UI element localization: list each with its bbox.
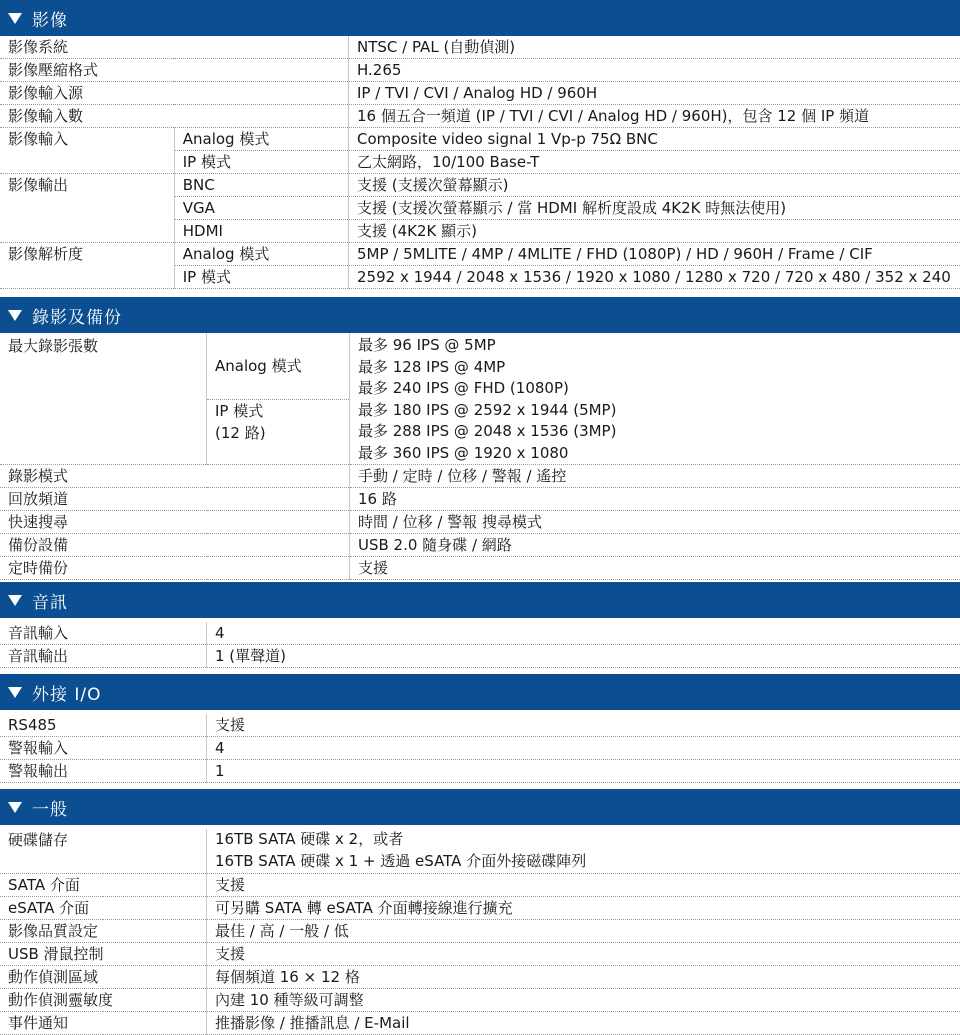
row-label: 事件通知	[0, 1012, 207, 1035]
row-value: IP / TVI / CVI / Analog HD / 960H	[349, 82, 960, 105]
rate-line: 最多 180 IPS @ 2592 x 1944 (5MP)	[358, 400, 960, 422]
row-label: RS485	[0, 714, 207, 737]
row-label: 備份設備	[0, 534, 350, 557]
table-row	[0, 488, 960, 511]
row-label: USB 滑鼠控制	[0, 943, 207, 966]
row-value: Composite video signal 1 Vp-p 75Ω BNC	[349, 128, 960, 151]
section-title: 外接 I/O	[32, 680, 102, 705]
row-label: 警報輸入	[0, 737, 207, 760]
row-value: H.265	[349, 59, 960, 82]
row-label: 影像解析度	[0, 243, 174, 289]
row-label: 動作偵測區域	[0, 966, 207, 989]
row-value-lines	[350, 400, 960, 465]
row-value: 最佳 / 高 / 一般 / 低	[207, 920, 960, 943]
triangle-down-icon	[8, 595, 22, 606]
table-row	[0, 174, 960, 197]
video-spec-table	[0, 36, 960, 289]
table-row	[0, 622, 960, 645]
triangle-down-icon	[8, 13, 22, 24]
section-header-recording	[0, 297, 960, 333]
row-value-lines	[350, 333, 960, 400]
row-label: 回放頻道	[0, 488, 350, 511]
table-row	[0, 920, 960, 943]
row-value: 1	[207, 760, 960, 783]
row-label: 定時備份	[0, 557, 350, 580]
row-sublabel: Analog 模式	[207, 333, 350, 400]
section-title: 一般	[32, 795, 68, 820]
triangle-down-icon	[8, 687, 22, 698]
table-row	[0, 966, 960, 989]
row-value: 16 個五合一頻道 (IP / TVI / CVI / Analog HD / 960H)，包含 12 個 IP 頻道	[349, 105, 960, 128]
row-sublabel: Analog 模式	[174, 243, 348, 266]
table-row	[0, 897, 960, 920]
triangle-down-icon	[8, 802, 22, 813]
hdd-line: 16TB SATA 硬碟 x 2，或者	[215, 829, 960, 851]
row-label: 影像輸入	[0, 128, 174, 174]
row-value: 手動 / 定時 / 位移 / 警報 / 遙控	[350, 465, 960, 488]
table-row	[0, 829, 960, 874]
table-row	[0, 534, 960, 557]
ip-mode-count: (12 路)	[215, 422, 349, 444]
row-value: 支援 (4K2K 顯示)	[349, 220, 960, 243]
section-title: 音訊	[32, 588, 68, 613]
row-sublabel: Analog 模式	[174, 128, 348, 151]
row-value: 可另購 SATA 轉 eSATA 介面轉接線進行擴充	[207, 897, 960, 920]
row-value: 4	[207, 737, 960, 760]
table-row	[0, 105, 960, 128]
row-label: 硬碟儲存	[0, 829, 207, 874]
row-label: SATA 介面	[0, 874, 207, 897]
row-label: 音訊輸入	[0, 622, 207, 645]
row-value: 16 路	[350, 488, 960, 511]
rate-line: 最多 240 IPS @ FHD (1080P)	[358, 378, 960, 400]
table-row	[0, 714, 960, 737]
row-value: 4	[207, 622, 960, 645]
row-sublabel: VGA	[174, 197, 348, 220]
table-row	[0, 943, 960, 966]
row-value: 支援 (支援次螢幕顯示)	[349, 174, 960, 197]
table-row	[0, 989, 960, 1012]
row-label: 音訊輸出	[0, 645, 207, 668]
section-header-io	[0, 674, 960, 710]
rate-line: 最多 288 IPS @ 2048 x 1536 (3MP)	[358, 421, 960, 443]
row-value: 支援 (支援次螢幕顯示 / 當 HDMI 解析度設成 4K2K 時無法使用)	[349, 197, 960, 220]
row-value: 支援	[207, 874, 960, 897]
rate-line: 最多 360 IPS @ 1920 x 1080	[358, 443, 960, 465]
row-sublabel: IP 模式	[174, 151, 348, 174]
audio-spec-table	[0, 622, 960, 668]
row-label: 影像輸出	[0, 174, 174, 243]
table-row	[0, 645, 960, 668]
row-value: 時間 / 位移 / 警報 搜尋模式	[350, 511, 960, 534]
row-sublabel: IP 模式	[174, 266, 348, 289]
recording-spec-table	[0, 333, 960, 580]
table-row	[0, 82, 960, 105]
section-header-audio	[0, 582, 960, 618]
table-row	[0, 557, 960, 580]
section-header-general	[0, 789, 960, 825]
table-row	[0, 760, 960, 783]
general-spec-table	[0, 829, 960, 1035]
row-label: 影像輸入源	[0, 82, 349, 105]
table-row	[0, 511, 960, 534]
row-sublabel: HDMI	[174, 220, 348, 243]
rate-line: 最多 96 IPS @ 5MP	[358, 335, 960, 357]
table-row	[0, 465, 960, 488]
rate-line: 最多 128 IPS @ 4MP	[358, 357, 960, 379]
row-label: 影像品質設定	[0, 920, 207, 943]
table-row	[0, 737, 960, 760]
row-value: 每個頻道 16 × 12 格	[207, 966, 960, 989]
row-value: NTSC / PAL (自動偵測)	[349, 36, 960, 59]
row-value: 2592 x 1944 / 2048 x 1536 / 1920 x 1080 / 1280 x 720 / 720 x 480 / 352 x 240	[349, 266, 960, 289]
ip-mode-label: IP 模式	[215, 400, 349, 422]
row-label: 錄影模式	[0, 465, 350, 488]
row-value: 推播影像 / 推播訊息 / E-Mail	[207, 1012, 960, 1035]
table-row	[0, 243, 960, 266]
row-label: 影像系統	[0, 36, 349, 59]
row-value: 支援	[350, 557, 960, 580]
row-sublabel: BNC	[174, 174, 348, 197]
table-row	[0, 59, 960, 82]
row-label: 警報輸出	[0, 760, 207, 783]
table-row	[0, 1012, 960, 1035]
row-label: 最大錄影張數	[0, 333, 207, 465]
row-value: 內建 10 種等級可調整	[207, 989, 960, 1012]
table-row	[0, 128, 960, 151]
section-title: 錄影及備份	[32, 303, 122, 328]
hdd-line: 16TB SATA 硬碟 x 1 + 透過 eSATA 介面外接磁碟陣列	[215, 851, 960, 873]
row-value: 乙太網路，10/100 Base-T	[349, 151, 960, 174]
triangle-down-icon	[8, 310, 22, 321]
row-value: 1 (單聲道)	[207, 645, 960, 668]
row-value: 支援	[207, 714, 960, 737]
row-label: eSATA 介面	[0, 897, 207, 920]
row-label: 影像壓縮格式	[0, 59, 349, 82]
row-value: 支援	[207, 943, 960, 966]
section-title: 影像	[32, 6, 68, 31]
row-value: USB 2.0 隨身碟 / 網路	[350, 534, 960, 557]
table-row	[0, 874, 960, 897]
table-row	[0, 333, 960, 400]
row-value: 5MP / 5MLITE / 4MP / 4MLITE / FHD (1080P) / HD / 960H / Frame / CIF	[349, 243, 960, 266]
table-row	[0, 36, 960, 59]
row-label: 快速搜尋	[0, 511, 350, 534]
row-label: 動作偵測靈敏度	[0, 989, 207, 1012]
row-value-lines	[207, 829, 960, 874]
row-sublabel	[207, 400, 350, 465]
section-header-video	[0, 0, 960, 36]
row-label: 影像輸入數	[0, 105, 349, 128]
io-spec-table	[0, 714, 960, 783]
